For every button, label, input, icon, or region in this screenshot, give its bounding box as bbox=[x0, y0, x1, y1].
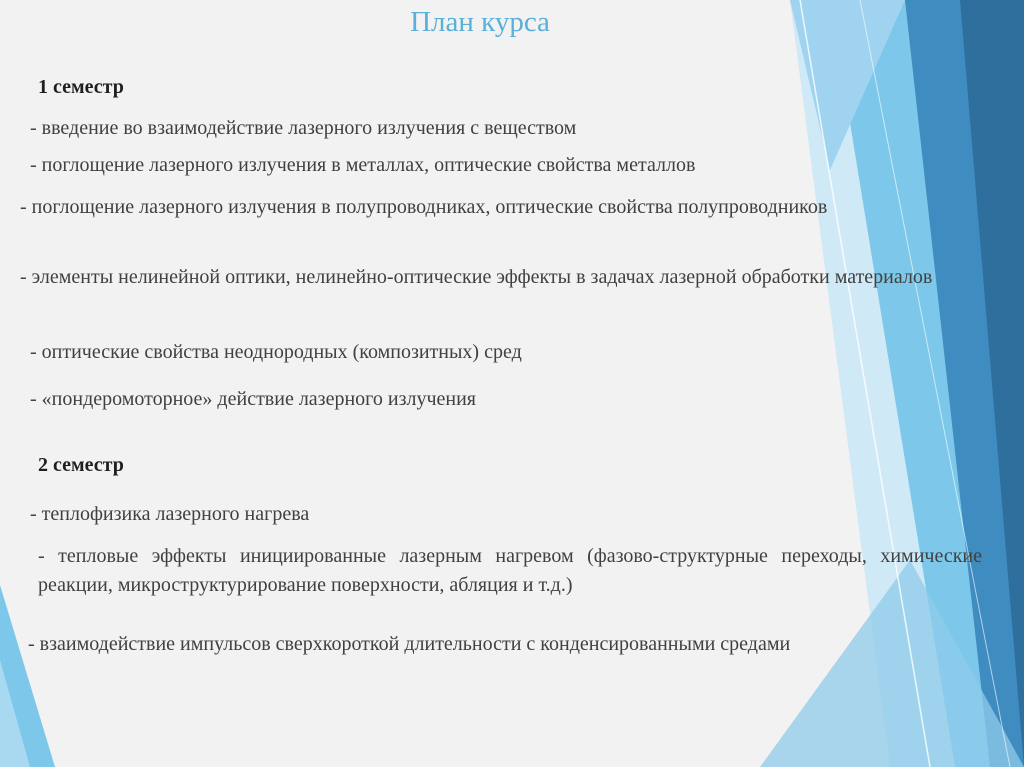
semester1-item-6: - «пондеромоторное» действие лазерного излучения bbox=[30, 388, 476, 410]
semester1-item-3: - поглощение лазерного излучения в полупроводниках, оптические свойства полупроводников bbox=[20, 196, 828, 218]
semester1-item-5: - оптические свойства неоднородных (композитных) сред bbox=[30, 341, 522, 363]
semester1-item-4: - элементы нелинейной оптики, нелинейно-оптические эффекты в задачах лазерной обработки материалов bbox=[20, 266, 933, 288]
slide-title: План курса bbox=[410, 6, 550, 38]
semester1-item-2: - поглощение лазерного излучения в металлах, оптические свойства металлов bbox=[30, 154, 696, 176]
semester2-item-3: - взаимодействие импульсов сверхкороткой длительности с конденсированными средами bbox=[28, 633, 791, 655]
semester1-heading: 1 семестр bbox=[38, 76, 124, 98]
semester2-item-1: - теплофизика лазерного нагрева bbox=[30, 503, 310, 525]
semester1-item-1: - введение во взаимодействие лазерного излучения с веществом bbox=[30, 117, 577, 139]
semester2-heading: 2 семестр bbox=[38, 454, 124, 476]
semester2-item-2: - тепловые эффекты инициированные лазерным нагревом (фазово-структурные переходы, химические реакции, микроструктурирование поверхности, абляция и т.д.) bbox=[38, 545, 982, 596]
